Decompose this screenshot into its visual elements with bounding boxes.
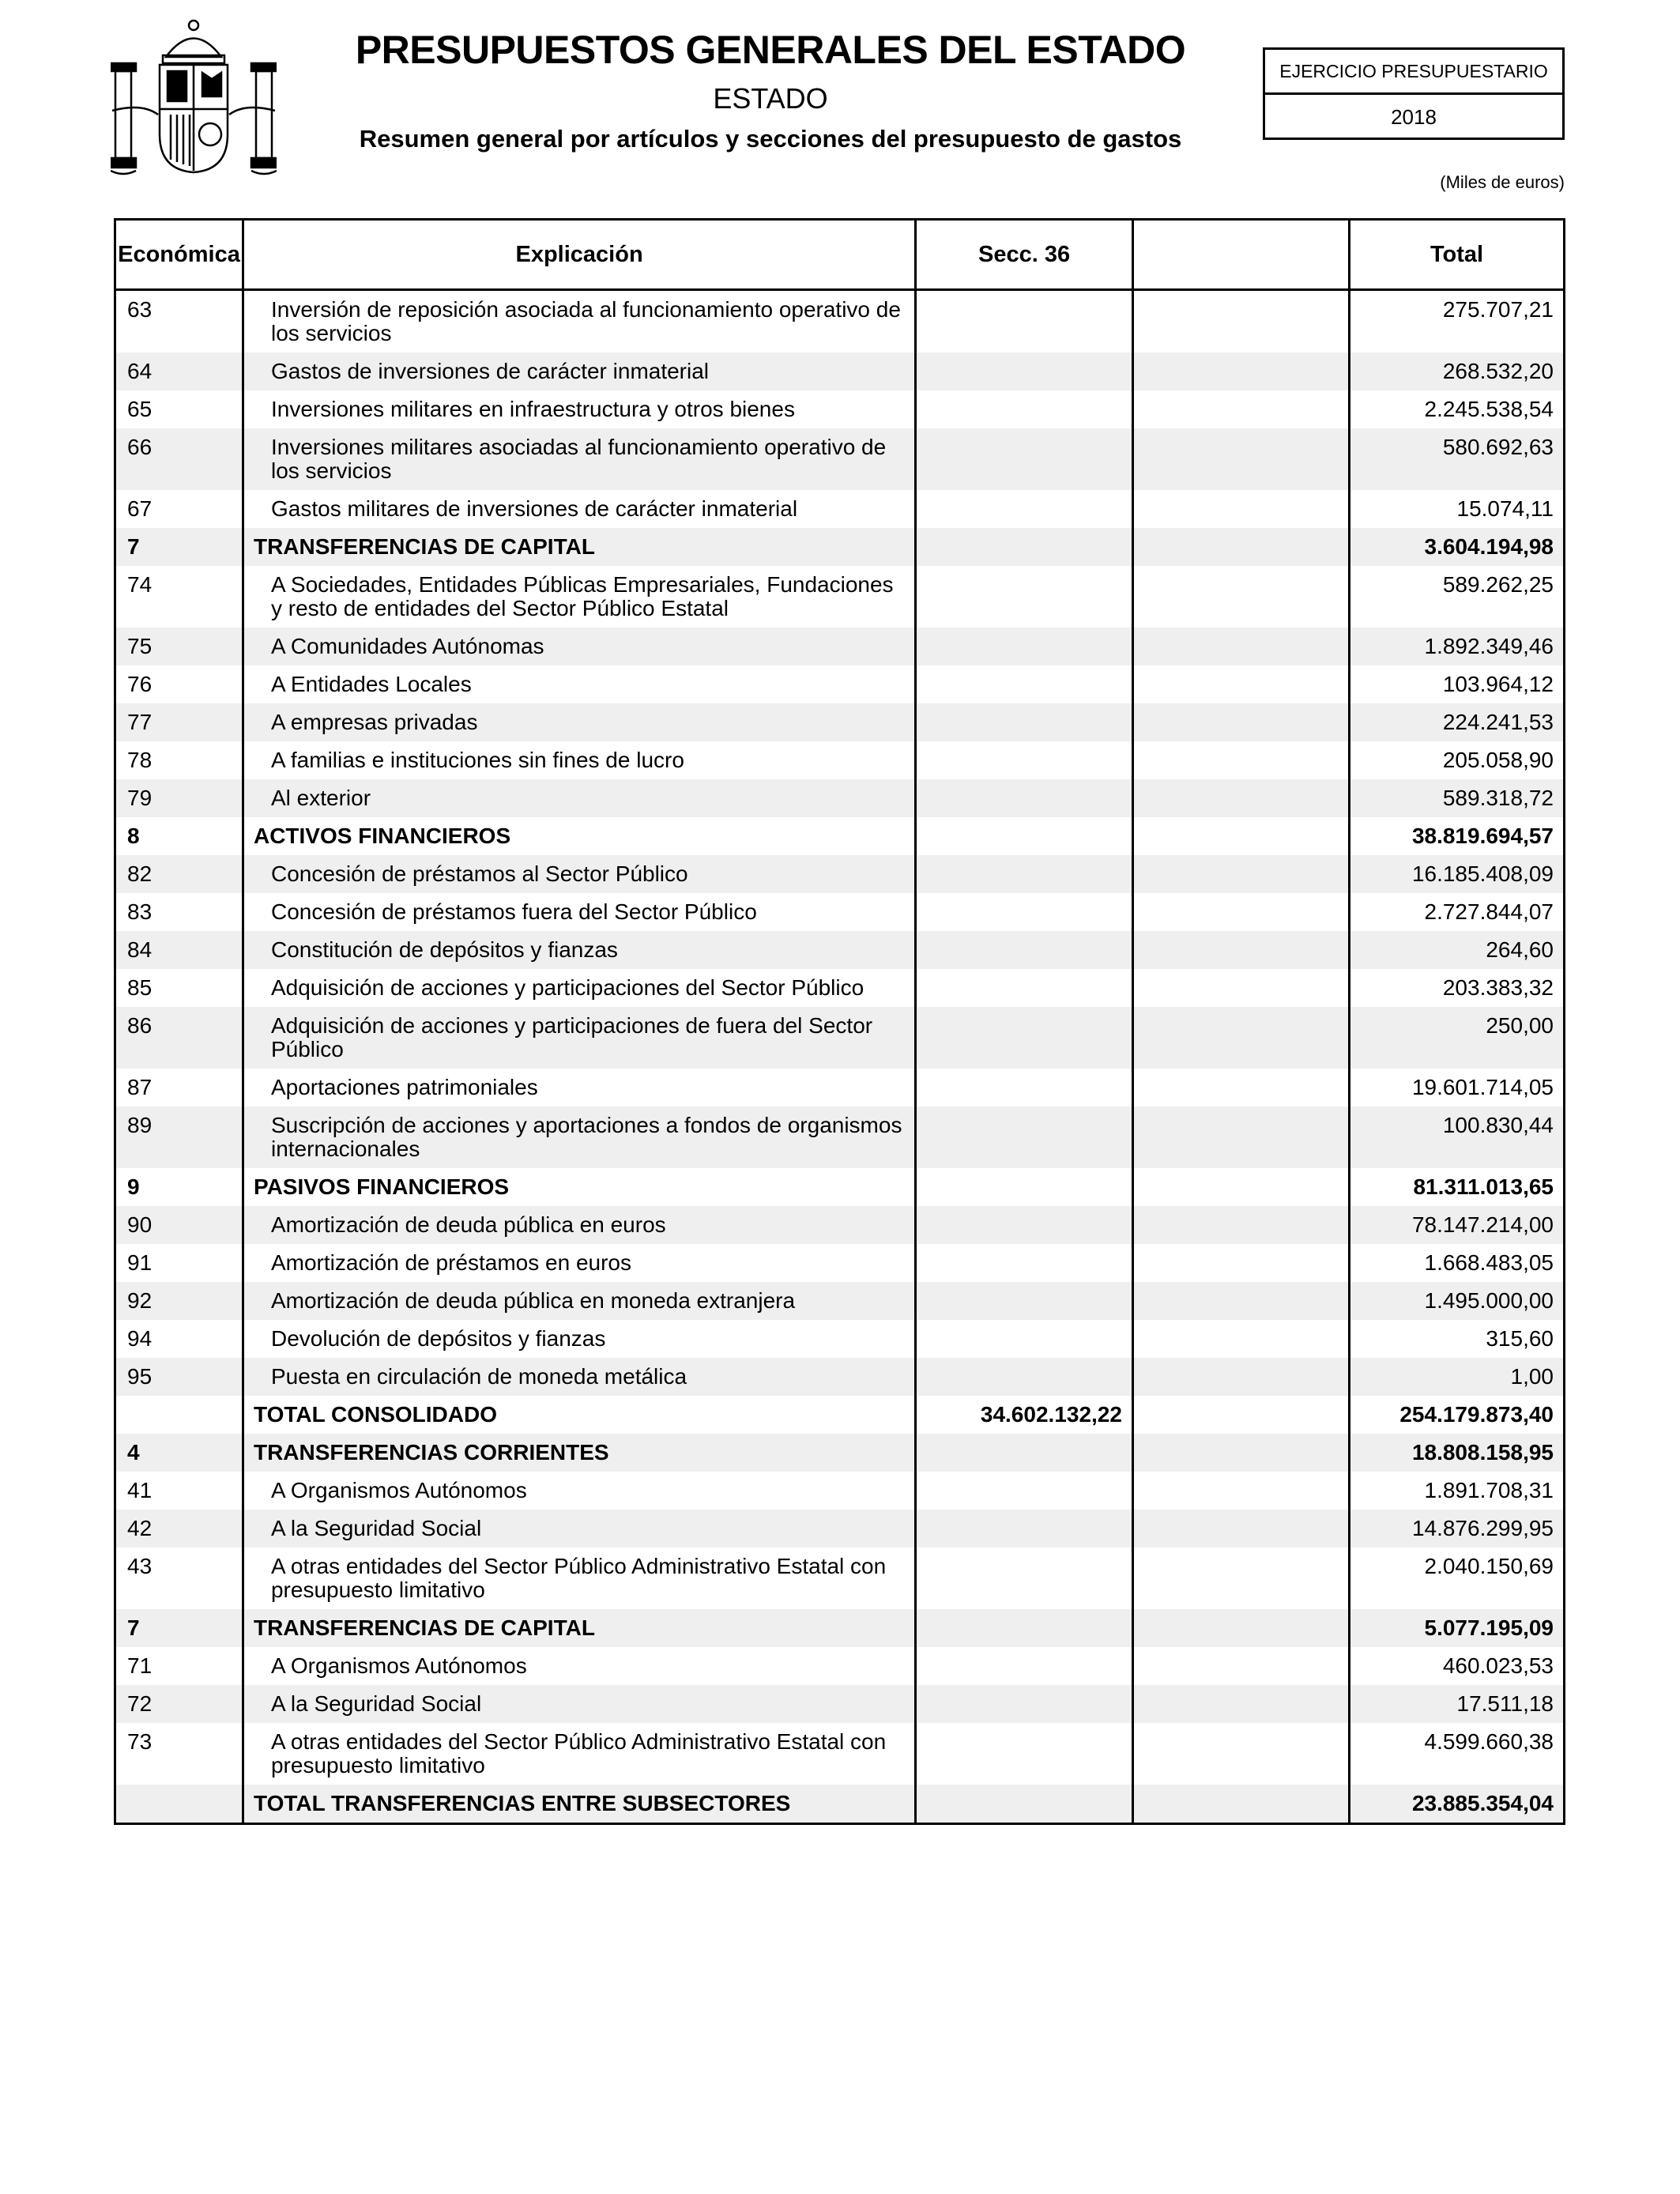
cell-empty	[1132, 390, 1349, 428]
cell-explicacion: Inversiones militares asociadas al funcionamiento operativo de los servicios	[243, 428, 915, 490]
cell-economica	[115, 1785, 243, 1824]
cell-secc36	[916, 1069, 1133, 1106]
cell-total: 2.245.538,54	[1350, 390, 1565, 428]
table-row	[115, 1320, 1565, 1358]
cell-empty	[1132, 665, 1349, 703]
column-header-empty	[1132, 220, 1349, 290]
cell-empty	[1132, 893, 1349, 931]
table-row	[115, 628, 1565, 665]
cell-secc36	[916, 428, 1133, 490]
cell-secc36	[916, 390, 1133, 428]
table-row	[115, 1396, 1565, 1434]
cell-explicacion: TOTAL CONSOLIDADO	[243, 1396, 915, 1434]
cell-total: 1.668.483,05	[1350, 1244, 1565, 1282]
table-row	[115, 1510, 1565, 1547]
cell-secc36	[916, 1609, 1133, 1647]
cell-empty	[1132, 1206, 1349, 1244]
cell-secc36	[916, 1206, 1133, 1244]
cell-explicacion: Aportaciones patrimoniales	[243, 1069, 915, 1106]
table-row	[115, 969, 1565, 1007]
cell-secc36	[916, 490, 1133, 528]
cell-economica: 65	[115, 390, 243, 428]
cell-empty	[1132, 1723, 1349, 1785]
cell-total: 268.532,20	[1350, 352, 1565, 390]
table-row	[115, 566, 1565, 628]
cell-secc36	[916, 855, 1133, 893]
table-row	[115, 1647, 1565, 1685]
cell-explicacion: Concesión de préstamos fuera del Sector Público	[243, 893, 915, 931]
exercise-box	[1263, 47, 1565, 140]
cell-secc36	[916, 703, 1133, 741]
cell-empty	[1132, 817, 1349, 855]
cell-total: 1.891.708,31	[1350, 1472, 1565, 1510]
cell-secc36	[916, 1785, 1133, 1824]
cell-secc36	[916, 1685, 1133, 1723]
table-row	[115, 1785, 1565, 1824]
cell-empty	[1132, 1106, 1349, 1168]
cell-explicacion: A familias e instituciones sin fines de lucro	[243, 741, 915, 779]
cell-total: 203.383,32	[1350, 969, 1565, 1007]
table-row	[115, 1007, 1565, 1069]
cell-total: 23.885.354,04	[1350, 1785, 1565, 1824]
cell-explicacion: Amortización de deuda pública en euros	[243, 1206, 915, 1244]
table-row	[115, 290, 1565, 353]
cell-economica: 94	[115, 1320, 243, 1358]
cell-economica: 77	[115, 703, 243, 741]
cell-secc36	[916, 1007, 1133, 1069]
cell-total: 275.707,21	[1350, 290, 1565, 353]
cell-explicacion: A Entidades Locales	[243, 665, 915, 703]
cell-total: 100.830,44	[1350, 1106, 1565, 1168]
cell-explicacion: Gastos militares de inversiones de carácter inmaterial	[243, 490, 915, 528]
cell-explicacion: PASIVOS FINANCIEROS	[243, 1168, 915, 1206]
cell-secc36	[916, 1106, 1133, 1168]
cell-secc36	[916, 1647, 1133, 1685]
cell-total: 589.318,72	[1350, 779, 1565, 817]
exercise-year: 2018	[1391, 105, 1437, 129]
table-row	[115, 1358, 1565, 1396]
cell-economica: 82	[115, 855, 243, 893]
table-row	[115, 1244, 1565, 1282]
cell-secc36	[916, 1723, 1133, 1785]
cell-empty	[1132, 1685, 1349, 1723]
cell-total: 224.241,53	[1350, 703, 1565, 741]
cell-secc36	[916, 1168, 1133, 1206]
document-subtitle: ESTADO	[713, 82, 828, 115]
cell-secc36	[916, 969, 1133, 1007]
cell-secc36: 34.602.132,22	[916, 1396, 1133, 1434]
cell-explicacion: A Sociedades, Entidades Públicas Empresariales, Fundaciones y resto de entidades del Sector Público Estatal	[243, 566, 915, 628]
cell-economica	[115, 1396, 243, 1434]
cell-explicacion: Inversión de reposición asociada al funcionamiento operativo de los servicios	[243, 290, 915, 353]
table-row	[115, 1434, 1565, 1472]
cell-secc36	[916, 1434, 1133, 1472]
cell-empty	[1132, 855, 1349, 893]
table-row	[115, 1282, 1565, 1320]
cell-total: 14.876.299,95	[1350, 1510, 1565, 1547]
cell-secc36	[916, 1472, 1133, 1510]
cell-total: 589.262,25	[1350, 566, 1565, 628]
cell-explicacion: Adquisición de acciones y participaciones del Sector Público	[243, 969, 915, 1007]
cell-total: 460.023,53	[1350, 1647, 1565, 1685]
cell-empty	[1132, 490, 1349, 528]
table-row	[115, 1723, 1565, 1785]
cell-explicacion: A Comunidades Autónomas	[243, 628, 915, 665]
table-row	[115, 352, 1565, 390]
table-row	[115, 490, 1565, 528]
cell-empty	[1132, 528, 1349, 566]
cell-secc36	[916, 290, 1133, 353]
table-row	[115, 428, 1565, 490]
table-row	[115, 779, 1565, 817]
cell-secc36	[916, 1320, 1133, 1358]
cell-total: 264,60	[1350, 931, 1565, 969]
cell-empty	[1132, 779, 1349, 817]
cell-explicacion: A la Seguridad Social	[243, 1685, 915, 1723]
cell-total: 3.604.194,98	[1350, 528, 1565, 566]
cell-economica: 67	[115, 490, 243, 528]
cell-empty	[1132, 352, 1349, 390]
cell-explicacion: A la Seguridad Social	[243, 1510, 915, 1547]
cell-explicacion: Amortización de deuda pública en moneda extranjera	[243, 1282, 915, 1320]
cell-secc36	[916, 741, 1133, 779]
cell-empty	[1132, 1358, 1349, 1396]
cell-empty	[1132, 290, 1349, 353]
cell-secc36	[916, 779, 1133, 817]
cell-explicacion: Suscripción de acciones y aportaciones a fondos de organismos internacionales	[243, 1106, 915, 1168]
cell-explicacion: A empresas privadas	[243, 703, 915, 741]
cell-total: 580.692,63	[1350, 428, 1565, 490]
cell-explicacion: Constitución de depósitos y fianzas	[243, 931, 915, 969]
cell-secc36	[916, 1510, 1133, 1547]
cell-secc36	[916, 628, 1133, 665]
cell-economica: 9	[115, 1168, 243, 1206]
cell-economica: 90	[115, 1206, 243, 1244]
cell-economica: 75	[115, 628, 243, 665]
cell-empty	[1132, 1320, 1349, 1358]
table-row	[115, 528, 1565, 566]
cell-economica: 8	[115, 817, 243, 855]
cell-secc36	[916, 665, 1133, 703]
cell-secc36	[916, 1358, 1133, 1396]
cell-economica: 7	[115, 1609, 243, 1647]
cell-total: 1.495.000,00	[1350, 1282, 1565, 1320]
cell-explicacion: A otras entidades del Sector Público Administrativo Estatal con presupuesto limitativo	[243, 1547, 915, 1609]
document-title: PRESUPUESTOS GENERALES DEL ESTADO	[355, 28, 1186, 72]
cell-economica: 83	[115, 893, 243, 931]
cell-total: 17.511,18	[1350, 1685, 1565, 1723]
cell-economica: 86	[115, 1007, 243, 1069]
table-row	[115, 703, 1565, 741]
cell-economica: 85	[115, 969, 243, 1007]
cell-total: 81.311.013,65	[1350, 1168, 1565, 1206]
cell-economica: 74	[115, 566, 243, 628]
cell-economica: 66	[115, 428, 243, 490]
exercise-label: EJERCICIO PRESUPUESTARIO	[1265, 50, 1562, 95]
cell-total: 2.727.844,07	[1350, 893, 1565, 931]
table-row	[115, 931, 1565, 969]
cell-total: 254.179.873,40	[1350, 1396, 1565, 1434]
cell-total: 4.599.660,38	[1350, 1723, 1565, 1785]
cell-empty	[1132, 1007, 1349, 1069]
column-header-secc36: Secc. 36	[916, 220, 1133, 290]
budget-table	[114, 218, 1565, 1825]
cell-empty	[1132, 1168, 1349, 1206]
cell-economica: 41	[115, 1472, 243, 1510]
cell-explicacion: ACTIVOS FINANCIEROS	[243, 817, 915, 855]
cell-explicacion: TRANSFERENCIAS DE CAPITAL	[243, 1609, 915, 1647]
cell-empty	[1132, 1282, 1349, 1320]
units-note: (Miles de euros)	[1440, 172, 1565, 192]
cell-empty	[1132, 1396, 1349, 1434]
cell-economica: 78	[115, 741, 243, 779]
cell-economica: 71	[115, 1647, 243, 1685]
cell-empty	[1132, 1647, 1349, 1685]
cell-secc36	[916, 352, 1133, 390]
column-header-explicacion: Explicación	[243, 220, 915, 290]
cell-empty	[1132, 1472, 1349, 1510]
cell-empty	[1132, 1785, 1349, 1824]
cell-total: 103.964,12	[1350, 665, 1565, 703]
cell-empty	[1132, 931, 1349, 969]
cell-total: 18.808.158,95	[1350, 1434, 1565, 1472]
table-row	[115, 1609, 1565, 1647]
cell-explicacion: A Organismos Autónomos	[243, 1647, 915, 1685]
table-row	[115, 1106, 1565, 1168]
cell-explicacion: Amortización de préstamos en euros	[243, 1244, 915, 1282]
cell-economica: 7	[115, 528, 243, 566]
cell-explicacion: A Organismos Autónomos	[243, 1472, 915, 1510]
cell-empty	[1132, 1244, 1349, 1282]
cell-economica: 4	[115, 1434, 243, 1472]
cell-total: 38.819.694,57	[1350, 817, 1565, 855]
cell-explicacion: Inversiones militares en infraestructura y otros bienes	[243, 390, 915, 428]
table-body	[115, 290, 1565, 1824]
cell-economica: 63	[115, 290, 243, 353]
cell-empty	[1132, 566, 1349, 628]
table-header-row	[115, 220, 1565, 290]
cell-secc36	[916, 1244, 1133, 1282]
cell-total: 250,00	[1350, 1007, 1565, 1069]
cell-economica: 64	[115, 352, 243, 390]
cell-explicacion: TRANSFERENCIAS CORRIENTES	[243, 1434, 915, 1472]
cell-economica: 92	[115, 1282, 243, 1320]
column-header-economica: Económica	[115, 220, 243, 290]
cell-secc36	[916, 1282, 1133, 1320]
cell-explicacion: Concesión de préstamos al Sector Público	[243, 855, 915, 893]
cell-secc36	[916, 528, 1133, 566]
cell-economica: 42	[115, 1510, 243, 1547]
cell-economica: 79	[115, 779, 243, 817]
cell-explicacion: Adquisición de acciones y participaciones de fuera del Sector Público	[243, 1007, 915, 1069]
cell-total: 19.601.714,05	[1350, 1069, 1565, 1106]
cell-empty	[1132, 1510, 1349, 1547]
cell-total: 78.147.214,00	[1350, 1206, 1565, 1244]
cell-total: 205.058,90	[1350, 741, 1565, 779]
cell-secc36	[916, 893, 1133, 931]
cell-empty	[1132, 703, 1349, 741]
table-row	[115, 1547, 1565, 1609]
table-row	[115, 817, 1565, 855]
cell-empty	[1132, 428, 1349, 490]
cell-total: 16.185.408,09	[1350, 855, 1565, 893]
cell-total: 15.074,11	[1350, 490, 1565, 528]
cell-empty	[1132, 1069, 1349, 1106]
cell-economica: 87	[115, 1069, 243, 1106]
cell-economica: 95	[115, 1358, 243, 1396]
cell-economica: 72	[115, 1685, 243, 1723]
cell-explicacion: TOTAL TRANSFERENCIAS ENTRE SUBSECTORES	[243, 1785, 915, 1824]
table-row	[115, 741, 1565, 779]
cell-secc36	[916, 1547, 1133, 1609]
table-row	[115, 893, 1565, 931]
cell-economica: 43	[115, 1547, 243, 1609]
cell-explicacion: Puesta en circulación de moneda metálica	[243, 1358, 915, 1396]
cell-total: 1,00	[1350, 1358, 1565, 1396]
cell-empty	[1132, 1547, 1349, 1609]
cell-economica: 91	[115, 1244, 243, 1282]
cell-economica: 89	[115, 1106, 243, 1168]
coat-of-arms-logo	[111, 16, 277, 178]
cell-economica: 73	[115, 1723, 243, 1785]
table-row	[115, 1685, 1565, 1723]
table-row	[115, 390, 1565, 428]
column-header-total: Total	[1350, 220, 1565, 290]
cell-secc36	[916, 817, 1133, 855]
cell-empty	[1132, 741, 1349, 779]
cell-secc36	[916, 566, 1133, 628]
table-row	[115, 1206, 1565, 1244]
cell-total: 5.077.195,09	[1350, 1609, 1565, 1647]
table-row	[115, 1069, 1565, 1106]
table-row	[115, 1168, 1565, 1206]
cell-explicacion: TRANSFERENCIAS DE CAPITAL	[243, 528, 915, 566]
cell-explicacion: A otras entidades del Sector Público Administrativo Estatal con presupuesto limitativo	[243, 1723, 915, 1785]
table-row	[115, 1472, 1565, 1510]
cell-empty	[1132, 1609, 1349, 1647]
table-row	[115, 665, 1565, 703]
cell-secc36	[916, 931, 1133, 969]
document-description: Resumen general por artículos y secciones del presupuesto de gastos	[359, 125, 1182, 153]
cell-economica: 76	[115, 665, 243, 703]
cell-empty	[1132, 969, 1349, 1007]
cell-explicacion: Devolución de depósitos y fianzas	[243, 1320, 915, 1358]
cell-total: 2.040.150,69	[1350, 1547, 1565, 1609]
cell-explicacion: Gastos de inversiones de carácter inmaterial	[243, 352, 915, 390]
cell-empty	[1132, 628, 1349, 665]
table-row	[115, 855, 1565, 893]
cell-economica: 84	[115, 931, 243, 969]
cell-empty	[1132, 1434, 1349, 1472]
cell-explicacion: Al exterior	[243, 779, 915, 817]
cell-total: 315,60	[1350, 1320, 1565, 1358]
cell-total: 1.892.349,46	[1350, 628, 1565, 665]
